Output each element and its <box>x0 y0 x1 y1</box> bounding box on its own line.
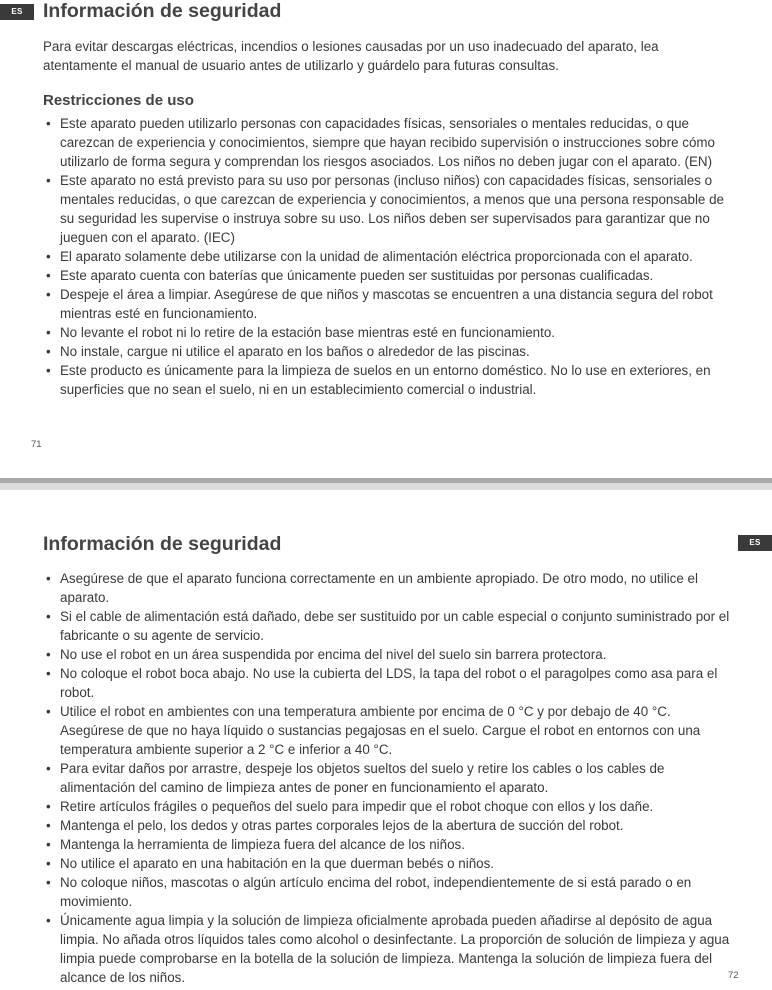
list-item <box>43 607 733 645</box>
list-item <box>43 816 733 835</box>
restrictions-list <box>43 114 733 399</box>
list-item-text: Utilice el robot en ambientes con una temperatura ambiente por encima de 0 °C y por debajo de 40 °C. Asegúrese de que no haya líquido o sustancias pegajosas en el suelo. Cargue el robot en entornos con una temperatura ambiente superior a 2 °C e inferior a 40 °C. <box>60 704 701 757</box>
safety-list <box>43 569 733 987</box>
list-item <box>43 645 733 664</box>
list-item-text: Únicamente agua limpia y la solución de limpieza oficialmente aprobada pueden añadirse al depósito de agua limpia. No añada otros líquidos tales como alcohol o desinfectante. La proporción de solución de limpieza y agua limpia puede comprobarse en la botella de la solución de limpieza. Mantenga la solución de limpieza fuera del alcance de los niños. <box>60 913 730 985</box>
list-item-text: No utilice el aparato en una habitación en la que duerman bebés o niños. <box>60 856 495 871</box>
list-item-text: El aparato solamente debe utilizarse con la unidad de alimentación eléctrica proporcionada con el aparato. <box>60 249 693 264</box>
bullet-icon: • <box>46 363 51 378</box>
list-item <box>43 759 733 797</box>
bullet-icon: • <box>46 609 51 624</box>
section-heading-restrictions: Restricciones de uso <box>43 92 194 109</box>
intro-paragraph: Para evitar descargas eléctricas, incendios o lesiones causadas por un uso inadecuado del aparato, lea atentamente el manual de usuario antes de utilizarlo y guárdelo para futuras consultas. <box>43 39 659 73</box>
list-item <box>43 114 733 171</box>
list-item-text: Este producto es únicamente para la limpieza de suelos en un entorno doméstico. No lo use en exteriores, en superficies que no sean el suelo, ni en un establecimiento comercial o industrial. <box>60 363 711 397</box>
bullet-icon: • <box>46 325 51 340</box>
bullet-icon: • <box>46 287 51 302</box>
bullet-icon: • <box>46 268 51 283</box>
list-item-text: Este aparato cuenta con baterías que únicamente pueden ser sustituidas por personas cualificadas. <box>60 268 654 283</box>
list-item <box>43 342 733 361</box>
list-item <box>43 569 733 607</box>
list-item-text: No use el robot en un área suspendida por encima del nivel del suelo sin barrera protectora. <box>60 647 607 662</box>
list-item <box>43 361 733 399</box>
list-item-text: Retire artículos frágiles o pequeños del suelo para impedir que el robot choque con ellos y los dañe. <box>60 799 654 814</box>
manual-page-72 <box>0 490 772 990</box>
list-item <box>43 285 733 323</box>
bullet-icon: • <box>46 704 51 719</box>
list-item <box>43 323 733 342</box>
list-item-text: No levante el robot ni lo retire de la estación base mientras esté en funcionamiento. <box>60 325 555 340</box>
list-item <box>43 835 733 854</box>
bullet-icon: • <box>46 856 51 871</box>
list-item <box>43 702 733 759</box>
list-item <box>43 797 733 816</box>
page-number: 72 <box>728 970 739 981</box>
list-item-text: No coloque niños, mascotas o algún artículo encima del robot, independientemente de si está parado o en movimiento. <box>60 875 692 909</box>
bullet-icon: • <box>46 799 51 814</box>
bullet-icon: • <box>46 875 51 890</box>
list-item-text: Despeje el área a limpiar. Asegúrese de que niños y mascotas se encuentren a una distancia segura del robot mientras esté en funcionamiento. <box>60 287 713 321</box>
page-number: 71 <box>31 439 42 450</box>
bullet-icon: • <box>46 818 51 833</box>
bullet-icon: • <box>46 761 51 776</box>
bullet-icon: • <box>46 666 51 681</box>
list-item <box>43 247 733 266</box>
bullet-icon: • <box>46 116 51 131</box>
bullet-icon: • <box>46 913 51 928</box>
page-title: Información de seguridad <box>43 0 282 22</box>
list-item <box>43 911 733 987</box>
list-item <box>43 266 733 285</box>
language-badge: ES <box>738 535 772 551</box>
page-title: Información de seguridad <box>43 533 282 555</box>
list-item-text: Asegúrese de que el aparato funciona correctamente en un ambiente apropiado. De otro modo, no utilice el aparato. <box>60 571 698 605</box>
bullet-icon: • <box>46 344 51 359</box>
list-item-text: No instale, cargue ni utilice el aparato en los baños o alrededor de las piscinas. <box>60 344 530 359</box>
list-item <box>43 854 733 873</box>
manual-page-71 <box>0 0 772 478</box>
list-item-text: Este aparato no está previsto para su uso por personas (incluso niños) con capacidades físicas, sensoriales o mentales reducidas, o que carezcan de experiencia y conocimientos, a menos que una persona responsable de su seguridad les supervise o instruya sobre su uso. Los niños deben ser supervisados para garantizar que no jueguen con el aparato. (IEC) <box>60 173 724 245</box>
bullet-icon: • <box>46 647 51 662</box>
list-item-text: Si el cable de alimentación está dañado, debe ser sustituido por un cable especial o conjunto suministrado por el fabricante o su agente de servicio. <box>60 609 730 643</box>
bullet-icon: • <box>46 249 51 264</box>
bullet-icon: • <box>46 571 51 586</box>
bullet-icon: • <box>46 173 51 188</box>
list-item <box>43 873 733 911</box>
list-item-text: Este aparato pueden utilizarlo personas con capacidades físicas, sensoriales o mentales reducidas, o que carezcan de experiencia y conocimientos, siempre que hayan recibido supervisión o instrucciones sobre cómo utilizarlo de forma segura y comprendan los riesgos asociados. Los niños no deben jugar con el aparato. (EN) <box>60 116 715 169</box>
list-item-text: Mantenga el pelo, los dedos y otras partes corporales lejos de la abertura de succión del robot. <box>60 818 624 833</box>
bullet-icon: • <box>46 837 51 852</box>
list-item <box>43 664 733 702</box>
list-item-text: No coloque el robot boca abajo. No use la cubierta del LDS, la tapa del robot o el paragolpes como asa para el robot. <box>60 666 718 700</box>
list-item-text: Para evitar daños por arrastre, despeje los objetos sueltos del suelo y retire los cables o los cables de alimentación del camino de limpieza antes de poner en funcionamiento el aparato. <box>60 761 665 795</box>
list-item-text: Mantenga la herramienta de limpieza fuera del alcance de los niños. <box>60 837 465 852</box>
language-badge: ES <box>0 4 34 20</box>
page-divider <box>0 478 772 490</box>
list-item <box>43 171 733 247</box>
